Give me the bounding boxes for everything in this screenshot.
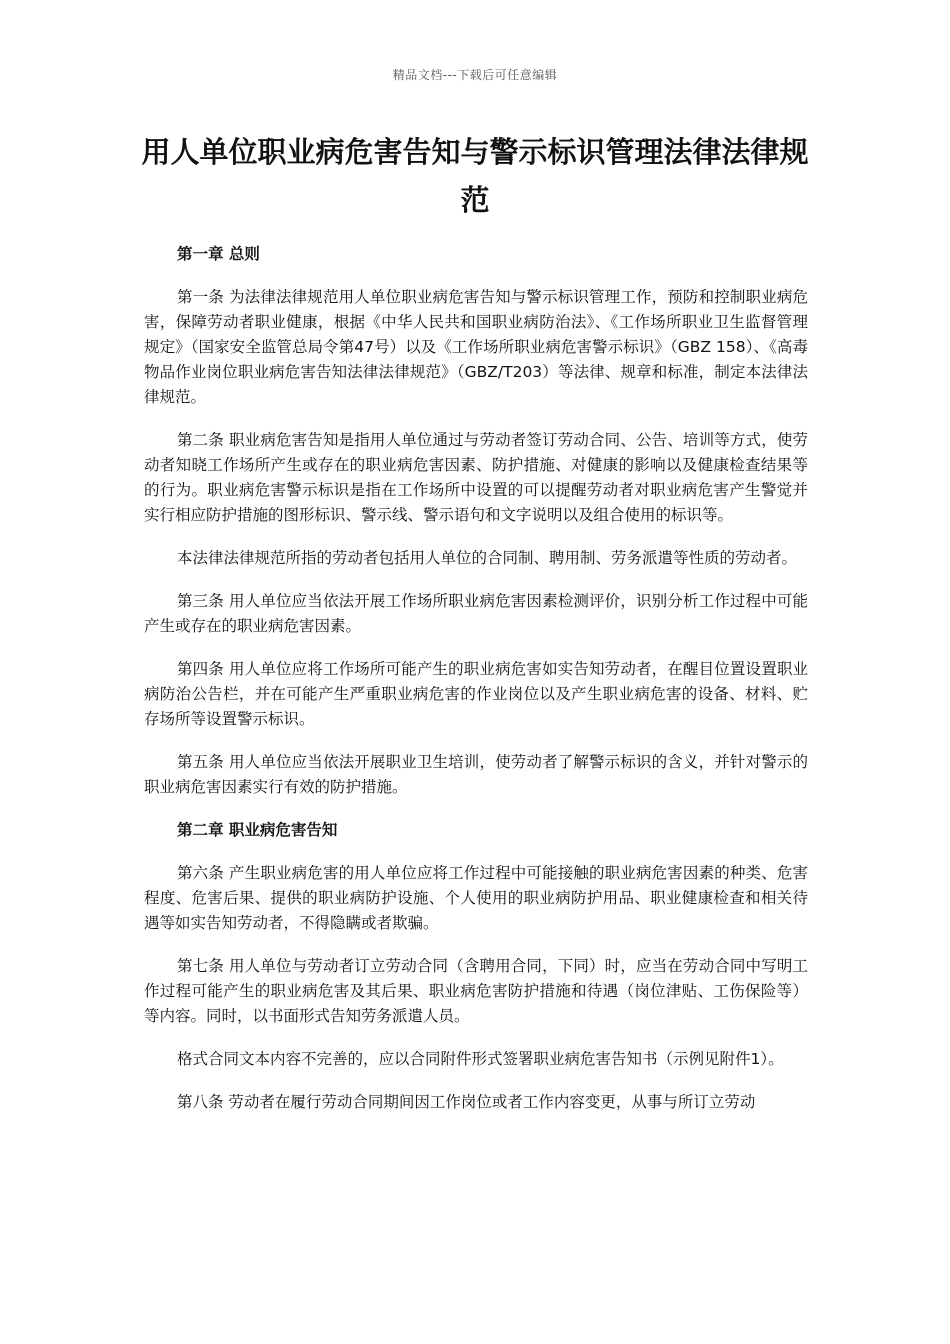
paragraph: 格式合同文本内容不完善的，应以合同附件形式签署职业病危害告知书（示例见附件1）。: [177, 1050, 784, 1068]
paragraph: 第七条 用人单位与劳动者订立劳动合同（含聘用合同，下同）时，应当在劳动合同中写明工作过程可能产生的职业病危害及其后果、职业病危害防护措施和待遇（岗位津贴、工伤保险等）等内容。同时，以书面形式告知劳务派遣人员。: [144, 957, 808, 1025]
chapter-heading: 第二章 职业病危害告知: [177, 821, 338, 839]
document-title: 用人单位职业病危害告知与警示标识管理法律法律规范: [141, 135, 809, 217]
paragraph: 第一条 为法律法律规范用人单位职业病危害告知与警示标识管理工作，预防和控制职业病危害，保障劳动者职业健康，根据《中华人民共和国职业病防治法》、《工作场所职业卫生监督管理规定》（国家安全监管总局令第47号）以及《工作场所职业病危害警示标识》（GBZ 158）、《高毒物品作业岗位职业病危害告知法律法律规范》（GBZ/T203）等法律、规章和标准，制定本法律法律规范。: [144, 288, 808, 406]
header-note: 精品文档---下载后可任意编辑: [392, 68, 558, 82]
paragraph: 第五条 用人单位应当依法开展职业卫生培训，使劳动者了解警示标识的含义，并针对警示的职业病危害因素实行有效的防护措施。: [144, 753, 808, 796]
paragraph: 本法律法律规范所指的劳动者包括用人单位的合同制、聘用制、劳务派遣等性质的劳动者。: [177, 549, 798, 567]
paragraph: 第四条 用人单位应将工作场所可能产生的职业病危害如实告知劳动者，在醒目位置设置职业病防治公告栏，并在可能产生严重职业病危害的作业岗位以及产生职业病危害的设备、材料、贮存场所等设置警示标识。: [144, 660, 808, 728]
paragraph: 第八条 劳动者在履行劳动合同期间因工作岗位或者工作内容变更，从事与所订立劳动: [177, 1093, 756, 1111]
paragraph: 第三条 用人单位应当依法开展工作场所职业病危害因素检测评价，识别分析工作过程中可能产生或存在的职业病危害因素。: [144, 592, 808, 635]
chapter-heading: 第一章 总则: [177, 245, 260, 263]
document-body: [144, 242, 808, 1133]
paragraph: 第六条 产生职业病危害的用人单位应将工作过程中可能接触的职业病危害因素的种类、危害程度、危害后果、提供的职业病防护设施、个人使用的职业病防护用品、职业健康检查和相关待遇等如实告知劳动者，不得隐瞒或者欺骗。: [144, 864, 808, 932]
paragraph: 第二条 职业病危害告知是指用人单位通过与劳动者签订劳动合同、公告、培训等方式，使劳动者知晓工作场所产生或存在的职业病危害因素、防护措施、对健康的影响以及健康检查结果等的行为。职业病危害警示标识是指在工作场所中设置的可以提醒劳动者对职业病危害产生警觉并实行相应防护措施的图形标识、警示线、警示语句和文字说明以及组合使用的标识等。: [144, 431, 808, 524]
